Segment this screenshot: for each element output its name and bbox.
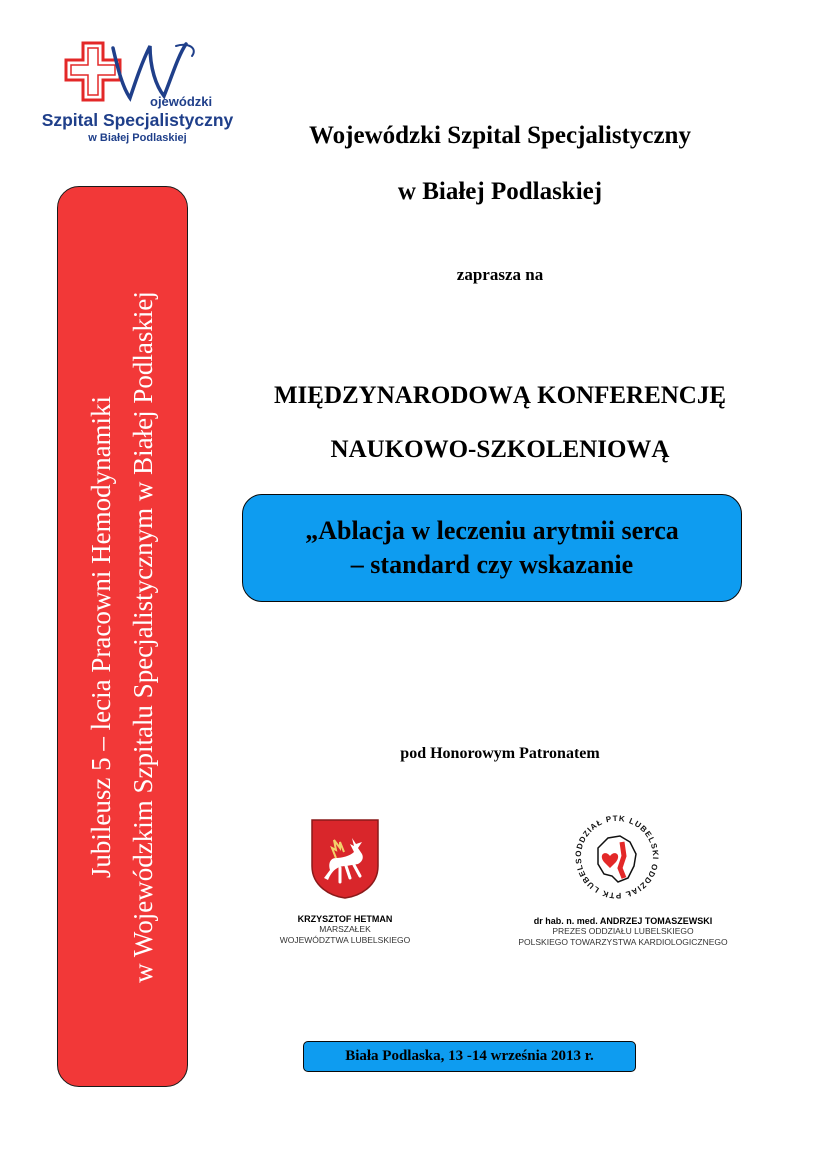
patron-marshal-role1: MARSZAŁEK xyxy=(319,924,371,934)
jubilee-text xyxy=(81,197,165,1077)
patron-marshal-role2: WOJEWÓDZTWA LUBELSKIEGO xyxy=(279,935,411,946)
hospital-cross-emblem xyxy=(58,40,208,102)
topic-line2: – standard czy wskazanie xyxy=(350,550,634,579)
patron-ptk-title: dr hab. n. med. xyxy=(533,916,598,926)
jubilee-side-banner xyxy=(57,186,188,1087)
patron-ptk-president xyxy=(505,916,741,949)
topic-line1: „Ablacja w leczeniu arytmii serca xyxy=(305,516,679,546)
patron-ptk-role2: POLSKIEGO TOWARZYSTWA KARDIOLOGICZNEGO xyxy=(518,937,728,948)
date-location-box xyxy=(303,1041,636,1072)
logo-text-city: w Białej Podlaskiej xyxy=(88,132,187,144)
conference-title-line2: NAUKOWO-SZKOLENIOWĄ xyxy=(330,436,670,463)
logo-text-wojewodzki: ojewódzki xyxy=(150,94,213,109)
jubilee-line1: Jubileusz 5 – lecia Pracowni Hemodynamiki xyxy=(85,395,116,878)
lubelskie-coat-of-arms-icon xyxy=(310,818,380,900)
patron-ptk-name: ANDRZEJ TOMASZEWSKI xyxy=(599,916,713,926)
patron-marshal xyxy=(255,914,435,947)
patron-ptk-role1: PREZES ODDZIAŁU LUBELSKIEGO xyxy=(552,926,694,936)
jubilee-line2: w Wojewódzkim Szpitalu Specjalistycznym w Białej Podlaskiej xyxy=(127,290,158,983)
hospital-city-title: w Białej Podlaskiej xyxy=(397,178,603,205)
conference-title-line1: MIĘDZYNARODOWĄ KONFERENCJĘ xyxy=(273,382,727,409)
patron-marshal-name: KRZYSZTOF HETMAN xyxy=(297,914,393,924)
date-location-text: Biała Podlaska, 13 -14 września 2013 r. xyxy=(345,1048,594,1064)
conference-topic-box xyxy=(242,494,742,602)
hospital-title: Wojewódzki Szpital Specjalistyczny xyxy=(309,122,691,149)
patronage-heading: pod Honorowym Patronatem xyxy=(400,745,600,762)
seal-ring-text: ODDZIAŁ PTK LUBELSKI ODDZIAŁ PTK LUBELS xyxy=(573,813,661,901)
ptk-seal-icon xyxy=(568,808,666,906)
logo-text-hospital: Szpital Specjalistyczny xyxy=(41,110,234,130)
invite-text: zaprasza na xyxy=(456,265,544,284)
